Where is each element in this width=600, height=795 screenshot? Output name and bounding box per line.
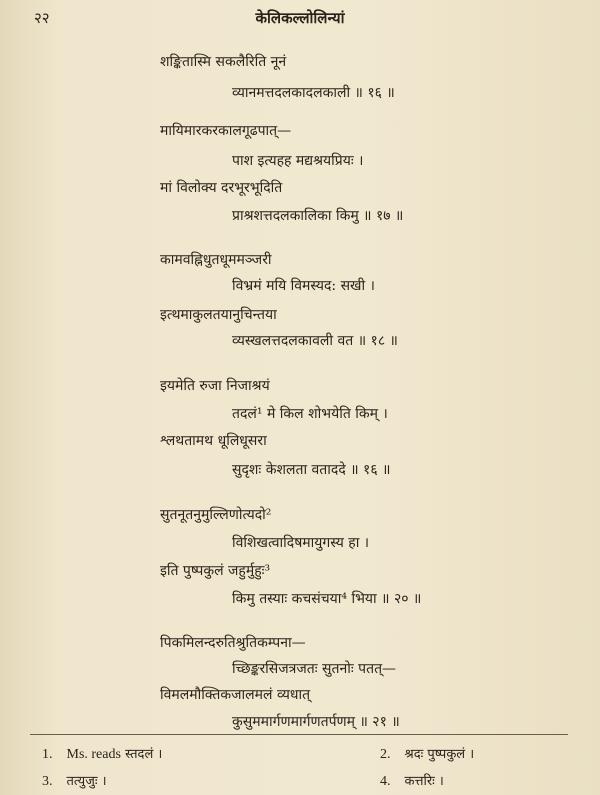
verse-line: विभ्रमं मयि विमस्यद: सखी । [232, 278, 375, 294]
verse-line: तदलं¹ मे किल शोभयेति किम् । [232, 406, 388, 422]
footnote-number: 1. [42, 747, 53, 762]
footnote-text: कत्तरिः । [404, 774, 444, 789]
verse-line: इति पुष्पकुलं जहुर्मुहुः³ [160, 563, 271, 579]
footnote-number: 3. [42, 774, 53, 789]
footnote-text: श्रदः पुष्पकुलं । [404, 747, 475, 762]
footnote-1 [42, 744, 162, 763]
verse-line: कुसुममार्गणमार्गणतर्पणम् ॥ २१ ॥ [232, 714, 400, 730]
verse-line: पिकमिलन्दरुतिश्रुतिकम्पना— [160, 635, 306, 651]
verse-line: प्राश्रशत्तदलकालिका किमु ॥ १७ ॥ [232, 208, 404, 224]
footnote-4 [380, 771, 444, 790]
verse-line: किमु तस्याः कचसंचया⁴ भिया ॥ २० ॥ [232, 591, 422, 607]
verse-line: विशिखत्वादिषमायुगस्य हा । [232, 535, 370, 551]
verse-line: विमलमौक्तिकजालमलं व्यधात् [160, 687, 311, 703]
footnote-2 [380, 744, 474, 763]
verse-line: मां विलोक्य दरभूरभूदिति [160, 180, 283, 196]
footnote-text: तत्युजुः । [66, 774, 107, 789]
verse-line: च्छिङ्करसिजत्रजतः सुतनोः पतत्— [232, 661, 397, 677]
page-title: केलिकल्लोलिन्यां [255, 9, 345, 27]
verse-line: कामवह्निधुतधूममञ्जरी [160, 252, 272, 268]
footnote-number: 4. [380, 774, 391, 789]
page-number: २२ [34, 9, 50, 27]
verse-line: इयमेति रुजा निजाश्रयं [160, 378, 270, 394]
verse-line: पाश इत्यहह मद्यश्रयप्रियः । [232, 153, 364, 169]
verse-line: व्यस्खलत्तदलकावली वत ॥ १८ ॥ [232, 333, 398, 349]
verse-line: व्यानमत्तदलकादलकाली ॥ १६ ॥ [232, 85, 395, 101]
verse-line: श्लथतामथ धूलिधूसरा [160, 433, 267, 449]
footnote-number: 2. [380, 747, 391, 762]
footnote-text: स्तदलं । [125, 747, 163, 762]
footnote-divider [30, 734, 568, 735]
verse-line: सुतनूतनुमुल्लिणोत्यदो² [160, 507, 272, 523]
verse-line: सुदृशः केशलता वताददे ॥ १६ ॥ [232, 462, 391, 478]
verse-line: शङ्कितास्मि सकलैरिति नूनं [160, 54, 287, 70]
verse-line: इत्थमाकुलतयानुचिन्तया [160, 307, 277, 323]
verse-line: मायिमारकरकालगूढपात्— [160, 123, 292, 139]
footnote-3 [42, 771, 107, 790]
footnote-prefix: Ms. reads [66, 747, 121, 762]
